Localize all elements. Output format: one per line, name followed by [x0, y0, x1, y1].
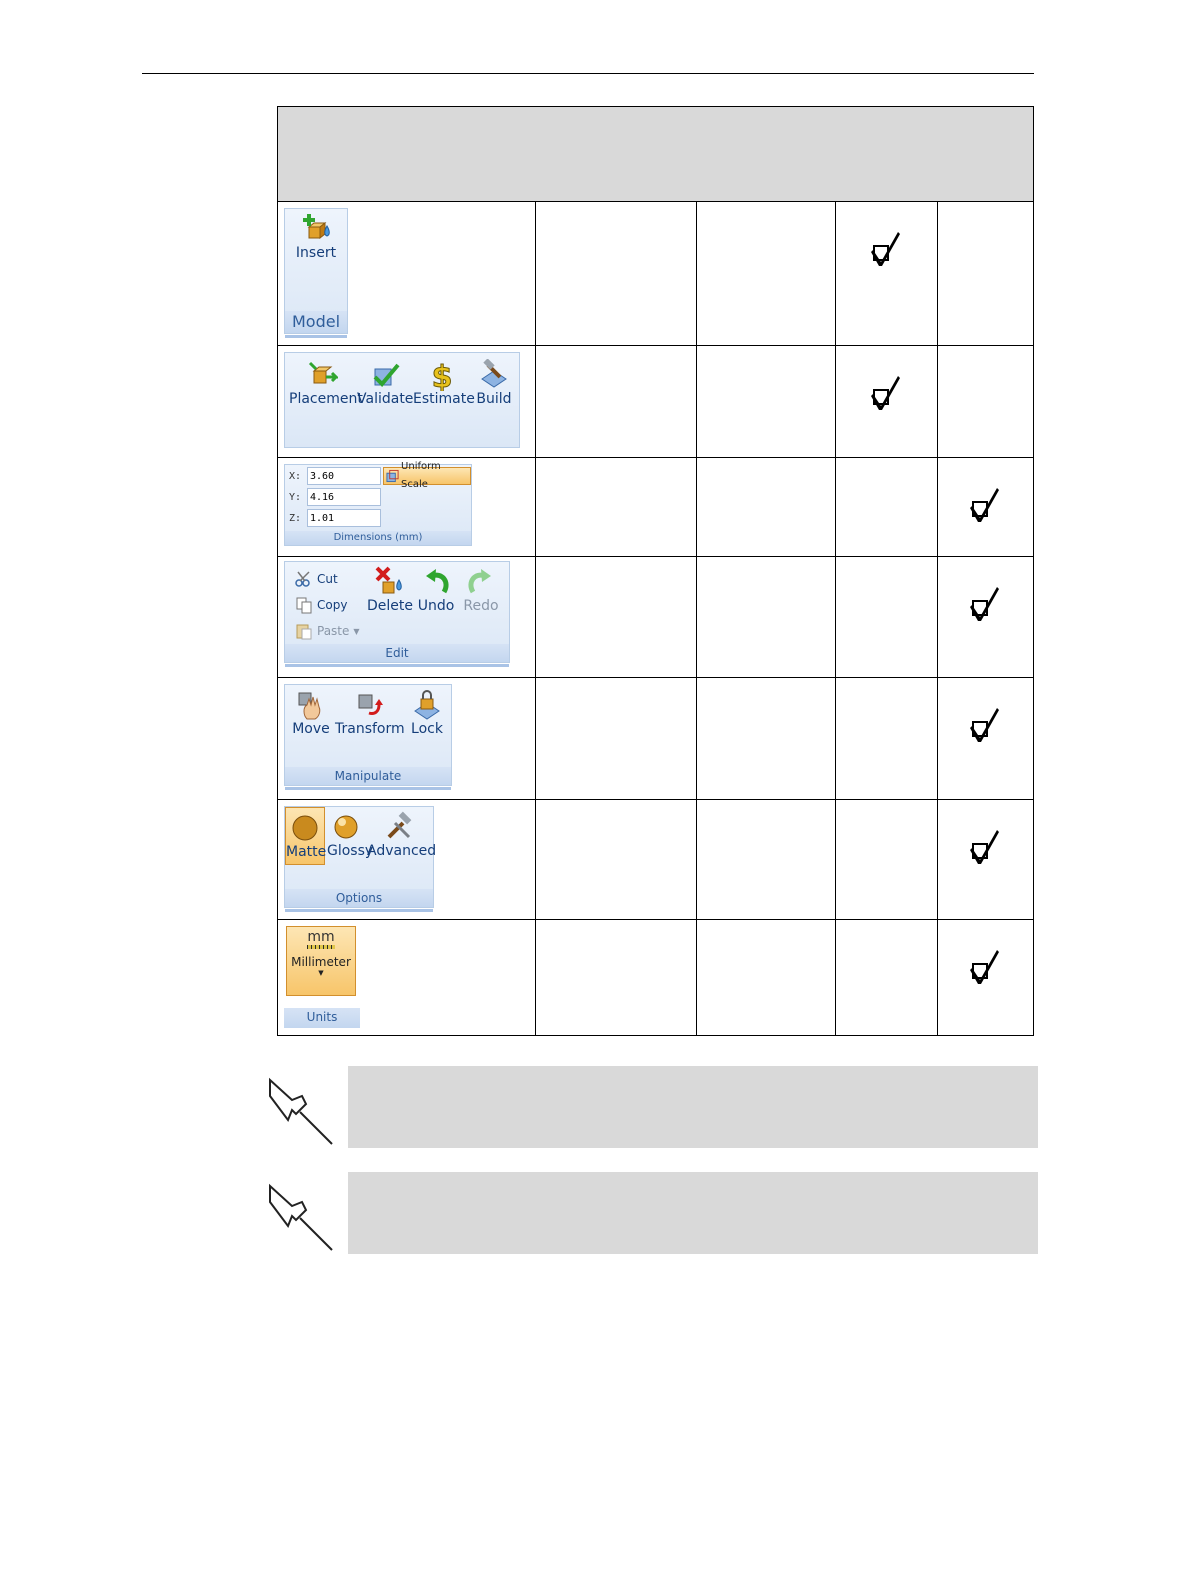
empty-cell — [836, 678, 938, 800]
cut-button[interactable] — [295, 570, 338, 588]
empty-cell — [836, 458, 938, 557]
uniform-scale-label: Uniform Scale — [401, 461, 441, 490]
checkmark-icon — [969, 828, 1003, 866]
panel-cell — [278, 458, 536, 557]
options-ribbon-group — [284, 806, 437, 908]
check-cell — [938, 678, 1034, 800]
empty-cell — [697, 557, 836, 678]
delete-button[interactable] — [367, 566, 411, 614]
build-button[interactable] — [473, 359, 515, 407]
lock-label: Lock — [411, 721, 443, 737]
placement-label: Placement — [289, 391, 363, 407]
empty-cell — [536, 920, 697, 1036]
table-row — [278, 458, 1034, 557]
table-row — [278, 346, 1034, 458]
checkmark-icon — [870, 230, 904, 268]
edit-group-label: Edit — [285, 644, 509, 662]
empty-cell — [697, 800, 836, 920]
copy-label: Copy — [317, 598, 348, 612]
glossy-sphere-icon — [330, 811, 362, 843]
check-cell — [938, 458, 1034, 557]
delete-icon — [373, 566, 405, 598]
uniform-scale-button[interactable] — [383, 461, 471, 490]
units-group-label: Units — [284, 1008, 360, 1028]
table-row — [278, 920, 1034, 1036]
ruler-icon — [307, 945, 335, 949]
options-group-label: Options — [285, 889, 433, 907]
check-cell — [938, 920, 1034, 1036]
check-cell — [938, 557, 1034, 678]
validate-label: Validate — [357, 391, 414, 407]
panel-cell — [278, 202, 536, 346]
transform-icon — [353, 689, 385, 721]
glossy-button[interactable] — [327, 811, 374, 859]
matte-button[interactable] — [285, 807, 325, 865]
empty-cell — [536, 346, 697, 458]
checkmark-icon — [969, 486, 1003, 524]
table-row — [278, 678, 1034, 800]
build-icon — [478, 359, 510, 391]
insert-model-icon — [300, 213, 332, 245]
empty-cell — [938, 346, 1034, 458]
estimate-label: Estimate — [413, 391, 475, 407]
empty-cell — [836, 920, 938, 1036]
empty-cell — [836, 557, 938, 678]
dimensions-group-label: Dimensions (mm) — [285, 531, 471, 545]
svg-text:$: $ — [431, 360, 453, 391]
millimeter-dropdown[interactable] — [286, 926, 356, 996]
undo-button[interactable] — [415, 566, 457, 614]
empty-cell — [938, 202, 1034, 346]
z-dimension-input[interactable]: 1.01 — [307, 509, 381, 527]
panel-cell — [278, 346, 536, 458]
check-cell — [836, 202, 938, 346]
note-box — [348, 1172, 1038, 1254]
validate-button[interactable] — [357, 359, 413, 407]
redo-label: Redo — [463, 598, 499, 614]
empty-cell — [836, 800, 938, 920]
matte-sphere-icon — [289, 812, 321, 844]
undo-icon — [420, 566, 452, 598]
empty-cell — [697, 346, 836, 458]
lock-icon — [411, 689, 443, 721]
insert-button[interactable] — [285, 213, 347, 261]
millimeter-label: Millimeter — [291, 955, 351, 969]
z-label: Z: — [289, 513, 302, 524]
pushpin-icon — [262, 1180, 338, 1254]
lock-button[interactable] — [405, 689, 449, 737]
dimensions-ribbon-group — [284, 461, 472, 546]
unit-symbol: mm — [307, 929, 335, 945]
table-row — [278, 202, 1034, 346]
paste-button[interactable] — [295, 622, 360, 640]
chevron-down-icon: ▼ — [353, 626, 360, 636]
panel-cell — [278, 557, 536, 678]
checkmark-icon — [969, 585, 1003, 623]
build-label: Build — [476, 391, 512, 407]
panel-cell — [278, 920, 536, 1036]
move-button[interactable] — [289, 689, 333, 737]
empty-cell — [697, 678, 836, 800]
tools-icon — [383, 811, 415, 843]
copy-icon — [295, 596, 313, 614]
redo-button[interactable] — [459, 566, 503, 614]
empty-cell — [536, 202, 697, 346]
panel-cell — [278, 800, 536, 920]
matte-label: Matte — [286, 844, 327, 860]
model-group-label: Model — [285, 311, 347, 333]
x-dimension-input[interactable]: 3.60 — [307, 467, 381, 485]
placement-button[interactable] — [289, 359, 363, 407]
empty-cell — [536, 458, 697, 557]
move-hand-icon — [295, 689, 327, 721]
panel-cell — [278, 678, 536, 800]
empty-cell — [536, 557, 697, 678]
empty-cell — [697, 920, 836, 1036]
x-label: X: — [289, 471, 302, 482]
table-row — [278, 557, 1034, 678]
delete-label: Delete — [367, 598, 413, 614]
chevron-down-icon: ▼ — [318, 969, 324, 977]
y-dimension-input[interactable]: 4.16 — [307, 488, 381, 506]
model-ribbon-group — [284, 208, 348, 334]
uniform-scale-icon — [386, 469, 399, 483]
validate-icon — [369, 359, 401, 391]
empty-cell — [536, 678, 697, 800]
check-cell — [938, 800, 1034, 920]
placement-icon — [306, 359, 338, 391]
y-label: Y: — [289, 492, 302, 503]
empty-cell — [697, 458, 836, 557]
checkmark-icon — [969, 706, 1003, 744]
dollar-icon — [426, 359, 458, 391]
page-top-rule — [142, 73, 1034, 74]
empty-cell — [697, 202, 836, 346]
advanced-label: Advanced — [367, 843, 437, 859]
paste-label: Paste — [317, 624, 350, 638]
insert-label: Insert — [295, 245, 337, 261]
redo-icon — [465, 566, 497, 598]
edit-ribbon-group — [284, 561, 510, 663]
empty-cell — [536, 800, 697, 920]
manipulate-group-label: Manipulate — [285, 767, 451, 785]
note-box — [348, 1066, 1038, 1148]
advanced-button[interactable] — [367, 811, 437, 859]
undo-label: Undo — [417, 598, 455, 614]
cut-label: Cut — [317, 572, 338, 586]
manipulate-ribbon-group — [284, 684, 452, 786]
paste-icon — [295, 622, 313, 640]
units-ribbon-group — [284, 926, 360, 1028]
table-header — [278, 107, 1034, 202]
checkmark-icon — [870, 374, 904, 412]
estimate-button[interactable] — [413, 359, 475, 407]
scissors-icon — [295, 570, 313, 588]
tray-ribbon-group — [284, 352, 520, 448]
check-cell — [836, 346, 938, 458]
transform-button[interactable] — [335, 689, 403, 737]
table-row — [278, 800, 1034, 920]
pushpin-icon — [262, 1074, 338, 1148]
glossy-label: Glossy — [327, 843, 374, 859]
features-table — [277, 106, 1034, 1036]
move-label: Move — [292, 721, 330, 737]
transform-label: Transform — [335, 721, 405, 737]
checkmark-icon — [969, 948, 1003, 986]
copy-button[interactable] — [295, 596, 347, 614]
